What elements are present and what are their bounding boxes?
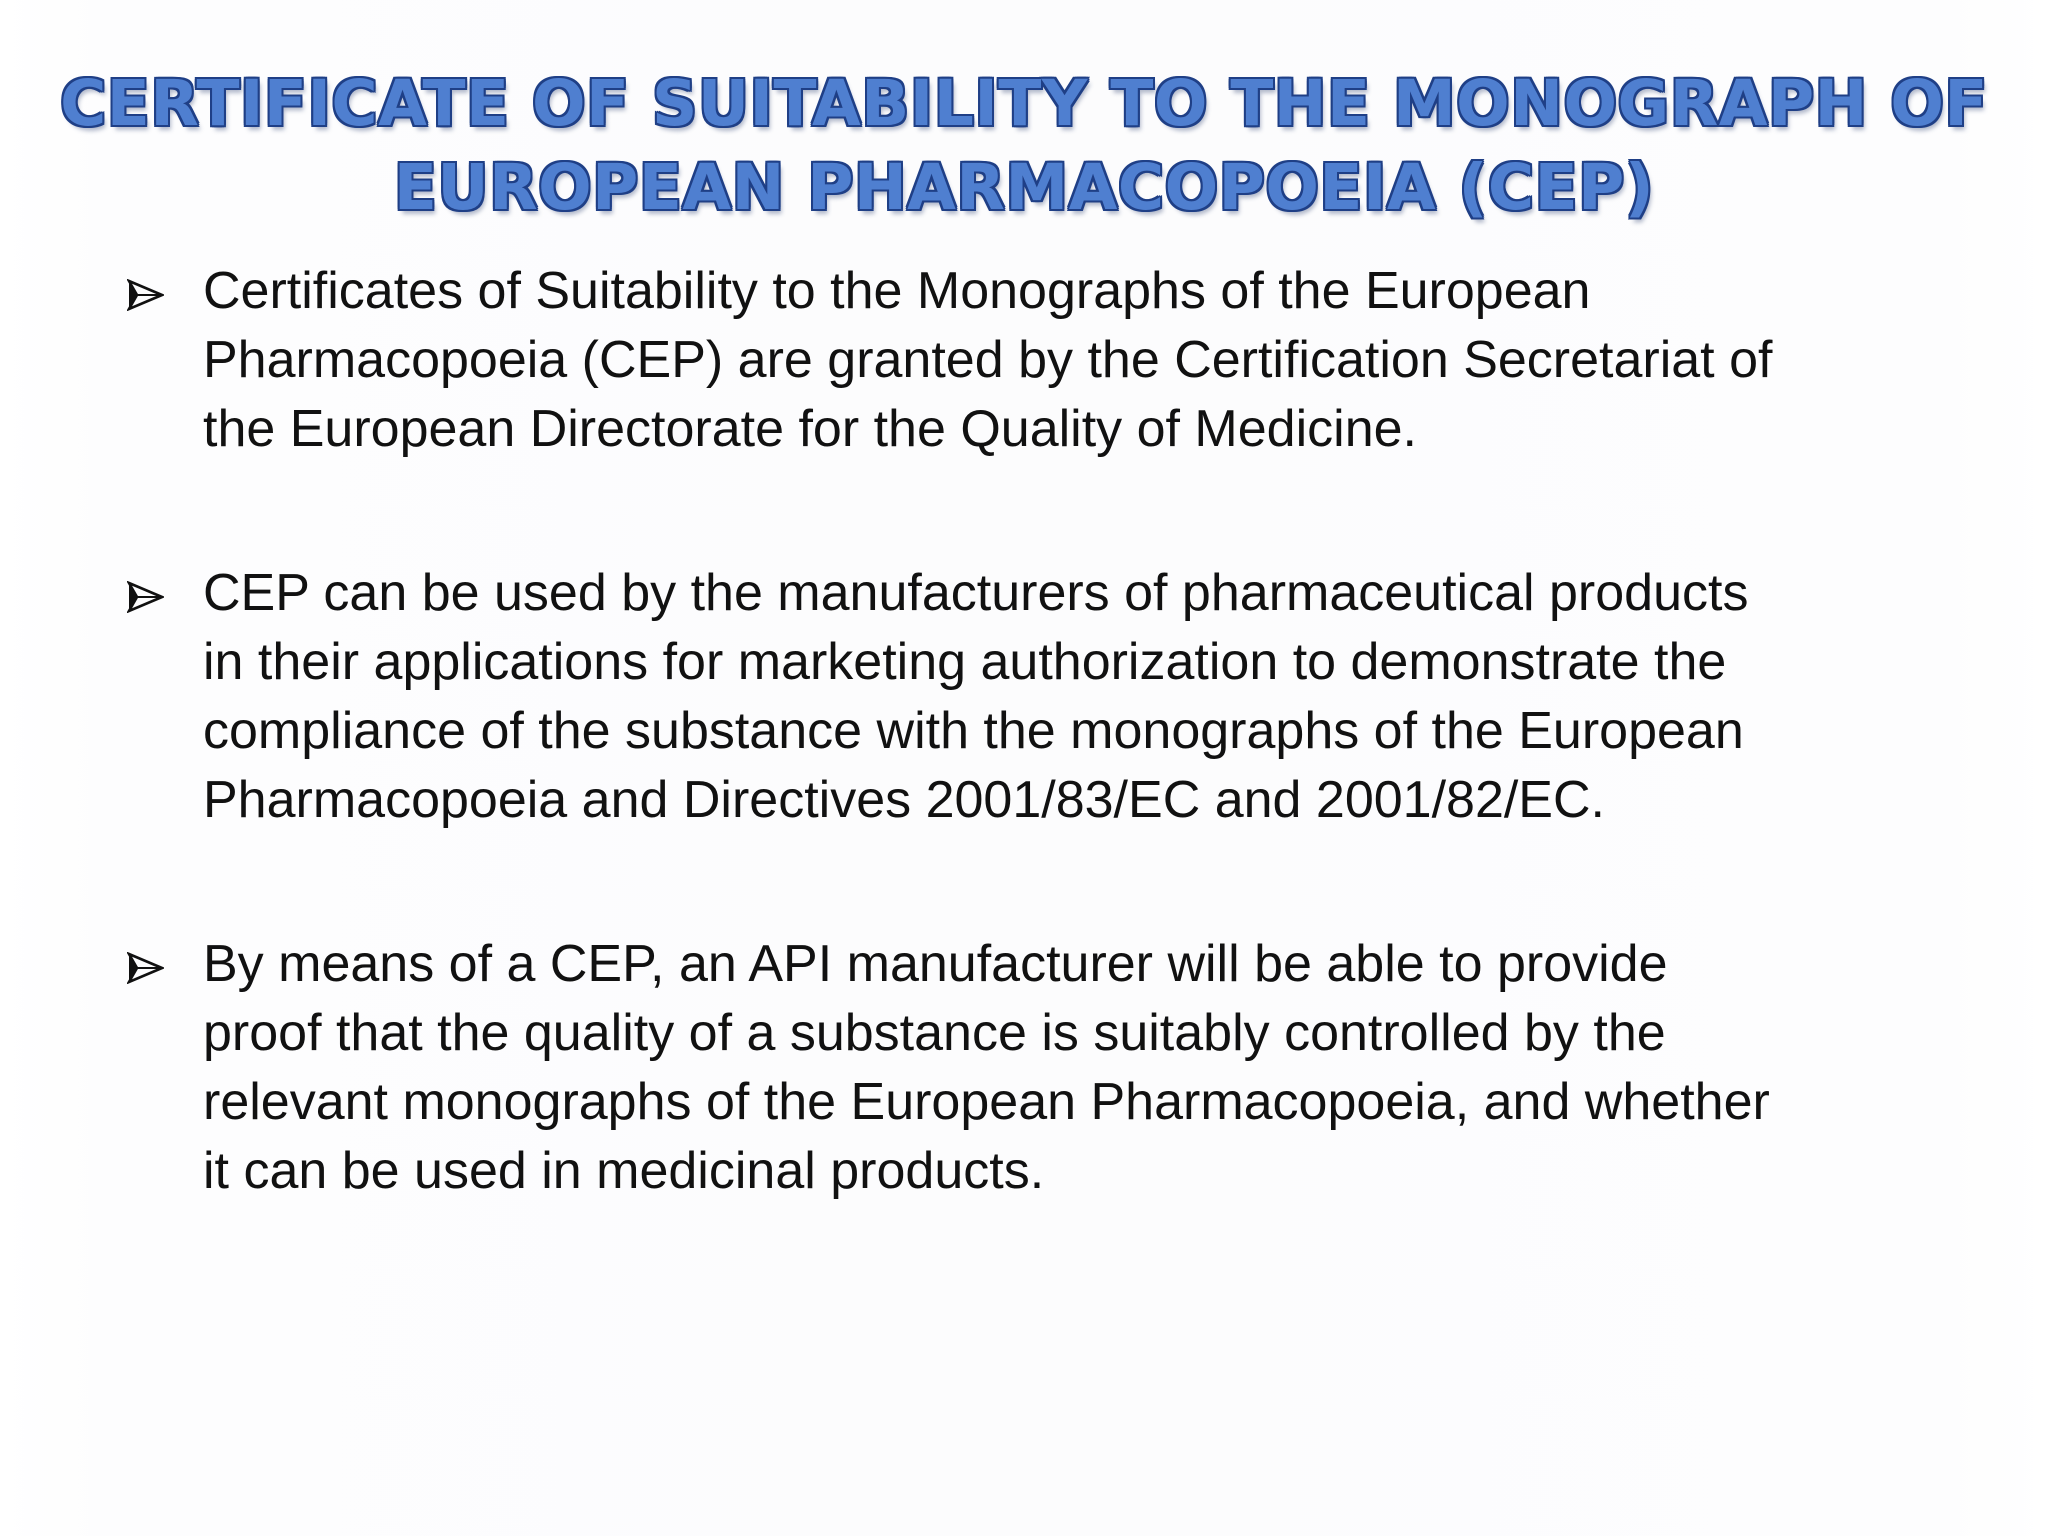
bullet-line: it can be used in medicinal products. — [203, 1142, 1045, 1200]
bullet-line: in their applications for marketing authorization to demonstrate the — [203, 633, 1727, 691]
bullet-line: the European Directorate for the Quality of Medicine. — [203, 400, 1417, 458]
arrowhead-bullet-icon — [127, 279, 164, 311]
bullet-line: proof that the quality of a substance is suitably controlled by the — [203, 1004, 1666, 1062]
bullet-line: compliance of the substance with the monographs of the European — [203, 702, 1744, 760]
bullet-line: Certificates of Suitability to the Monographs of the European — [203, 262, 1591, 320]
bullet-item — [0, 257, 2048, 464]
bullet-item — [0, 559, 2048, 835]
title-line-1: CERTIFICATE OF SUITABILITY TO THE MONOGRAPH OF — [60, 67, 1988, 140]
slide-title — [40, 62, 2008, 230]
arrowhead-bullet-icon — [127, 952, 164, 984]
arrowhead-bullet-icon — [127, 581, 164, 613]
bullet-line: CEP can be used by the manufacturers of pharmaceutical products — [203, 564, 1749, 622]
bullet-item — [0, 930, 2048, 1206]
title-line-2: EUROPEAN PHARMACOPOEIA (CEP) — [393, 151, 1655, 224]
bullet-line: Pharmacopoeia and Directives 2001/83/EC and 2001/82/EC. — [203, 771, 1605, 829]
bullet-line: By means of a CEP, an API manufacturer will be able to provide — [203, 935, 1668, 993]
bullet-list — [0, 257, 2048, 1301]
bullet-line: Pharmacopoeia (CEP) are granted by the Certification Secretariat of — [203, 331, 1773, 389]
bullet-line: relevant monographs of the European Pharmacopoeia, and whether — [203, 1073, 1770, 1131]
